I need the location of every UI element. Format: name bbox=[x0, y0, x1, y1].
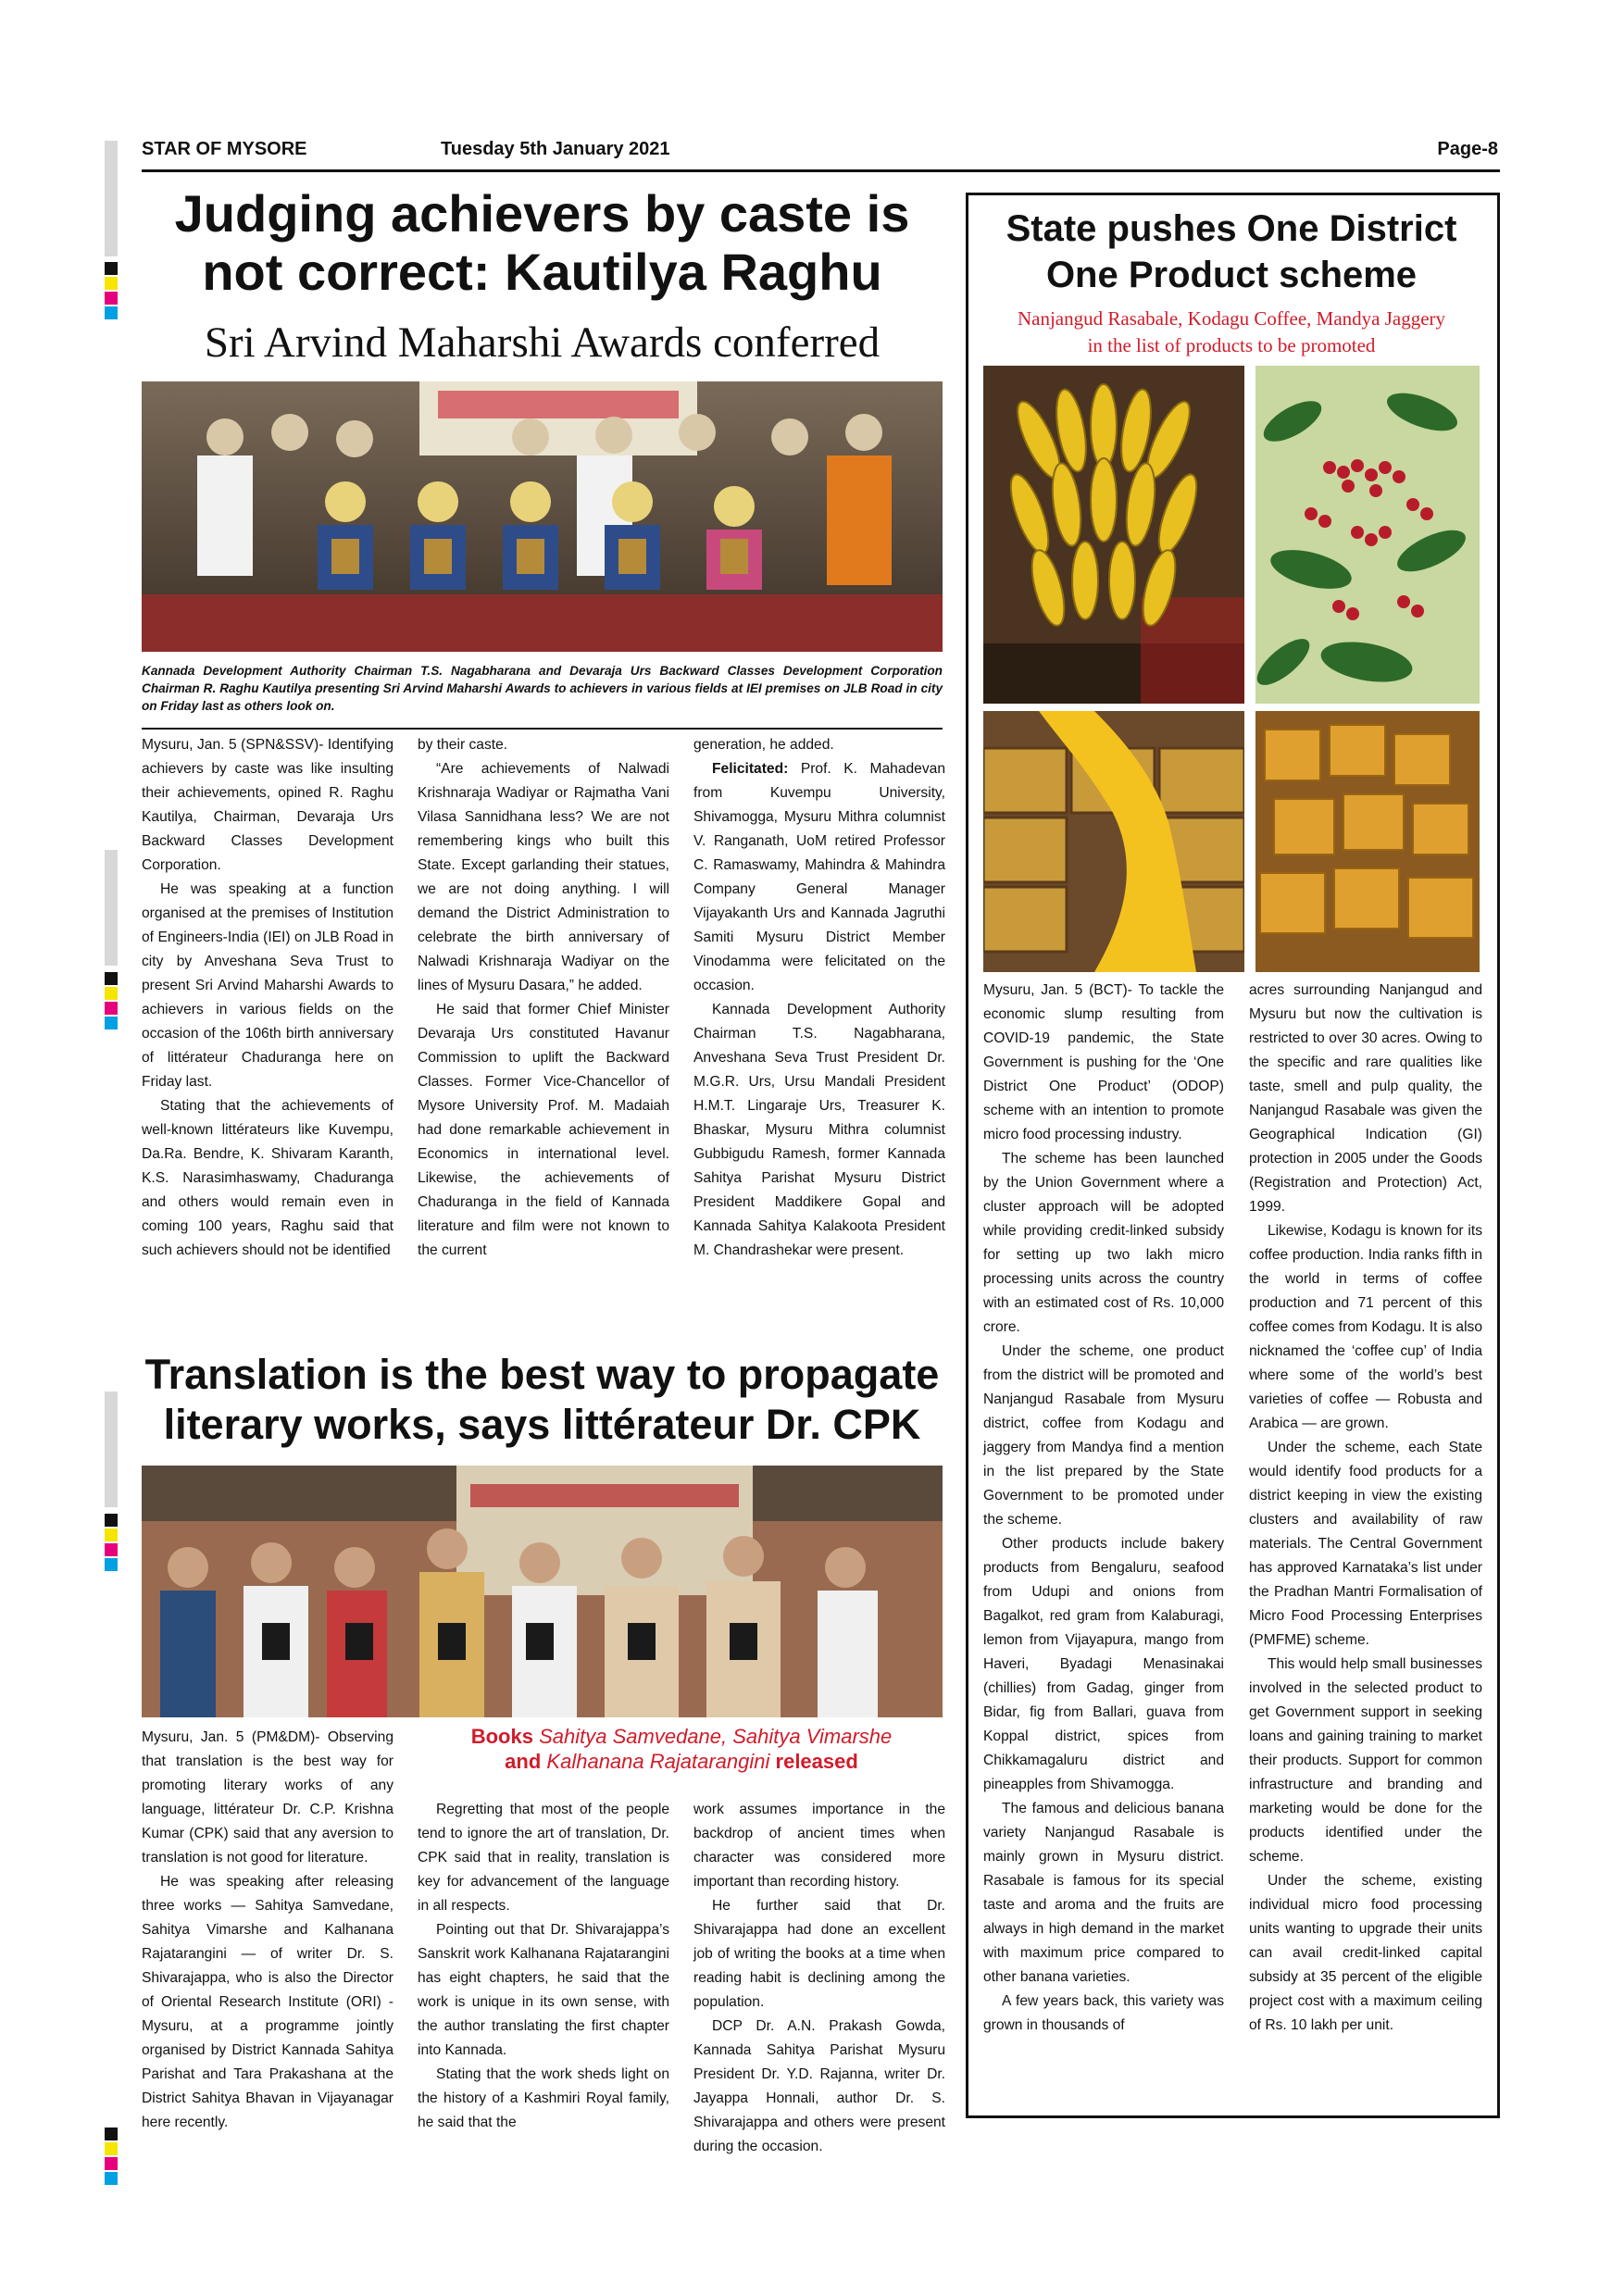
story2-col1-para: He was speaking after releasing three works — Sahitya Samvedane, Sahitya Vimarshe and Kalhanana Rajatarangini — of writer Dr. S. Shivarajappa, who is also the Director of Oriental Research Institute (ORI) - Mysuru, at a programme jointly organised by District Kannada Sahitya Parishat and Tara Prakashana at the District Sahitya Bhavan in Vijayanagar here recently. bbox=[142, 1874, 394, 2130]
story3-col1-para: The scheme has been launched by the Union Government where a cluster approach will be adopted while providing credit-linked subsidy for setting up two lakh micro processing units across the country with an estimated cost of Rs. 10,000 crore. bbox=[983, 1151, 1224, 1335]
story2-col3-para: work assumes importance in the backdrop of ancient times when character was considered more important than recording history. bbox=[693, 1802, 945, 1890]
story1-col2-para: “Are achievements of Nalwadi Krishnaraja Wadiyar or Rajmatha Vani Vilasa Sannidhana less? We are not remembering kings who built this State. Except garlanding their statues, we are not doing anything. I will demand the District Administration to celebrate the birth anniversary of Nalwadi Krishnaraja Wadiyar on the lines of Mysuru Dasara,” he added. bbox=[418, 761, 669, 993]
story1-award-photo bbox=[142, 381, 943, 652]
story1-col3-para: generation, he added. bbox=[693, 737, 834, 753]
coffee-photo bbox=[1255, 366, 1480, 704]
registration-swatch-yellow bbox=[105, 987, 118, 1000]
story1-photo-caption: Kannada Development Authority Chairman T.S. Nagabharana and Devaraja Urs Backward Classes Development Corporation Chairman R. Raghu Kautilya presenting Sri Arvind Maharshi Awards to achievers in various fields at IEI premises on JLB Road in city on Friday last as others look on. bbox=[142, 664, 943, 713]
registration-strip-2 bbox=[105, 850, 118, 966]
story1-kicker: Sri Arvind Maharshi Awards conferred bbox=[204, 318, 881, 367]
story3-kicker bbox=[971, 306, 1492, 359]
book-release-image bbox=[142, 1466, 943, 1717]
story2-col2-para: Pointing out that Dr. Shivarajappa’s Sanskrit work Kalhanana Rajatarangini has eight chapters, he said that the work is unique in its own sense, with the author translating the first chapter into Kannada. bbox=[418, 1922, 669, 2058]
story1-col1-para: Mysuru, Jan. 5 (SPN&SSV)- Identifying achievers by caste was like insulting their achievements, opined R. Raghu Kautilya, Chairman, Devaraja Urs Backward Classes Development Corporation. bbox=[142, 737, 394, 873]
story2-col2-para: Regretting that most of the people tend to ignore the art of translation, Dr. CPK said that in reality, translation is key for advancement of the language in all respects. bbox=[418, 1802, 669, 1914]
registration-swatch-magenta bbox=[105, 292, 118, 305]
registration-swatch-yellow bbox=[105, 2142, 118, 2155]
story3-column-1 bbox=[983, 979, 1224, 2038]
registration-swatch-cyan bbox=[105, 306, 118, 319]
story3-kicker-line1: Nanjangud Rasabale, Kodagu Coffee, Mandya Jaggery bbox=[1017, 307, 1446, 330]
story2-subhead-line2 bbox=[418, 1749, 945, 1774]
story1-headline-line1: Judging achievers by caste is bbox=[174, 184, 910, 243]
story3-col2-para: This would help small businesses involved in the selected product to get Government support in seeking loans and gaining training to market their products. Support for common infrastructure and branding and marketing would be done for the products identified under the scheme. bbox=[1249, 1656, 1482, 1865]
subhead-and: and bbox=[505, 1750, 542, 1773]
award-ceremony-image bbox=[142, 381, 943, 652]
story3-col2-para: Under the scheme, existing individual micro food processing units wanting to upgrade their units can avail credit-linked capital subsidy at 35 percent of the eligible project cost with a maximum ceiling of Rs. 10 lakh per unit. bbox=[1249, 1873, 1482, 2033]
coffee-berries-image bbox=[1255, 366, 1480, 704]
story3-kicker-line2: in the list of products to be promoted bbox=[1087, 334, 1376, 356]
masthead-date: Tuesday 5th January 2021 bbox=[441, 139, 670, 159]
story3-col2-para: acres surrounding Nanjangud and Mysuru but now the cultivation is restricted to over 30 acres. Owing to the specific and rare qualities like taste, smell and pulp quality, the Nanjangud Rasabale was given the Geographical Indication (GI) protection in 2005 under the Goods (Registration and Protection) Act, 1999. bbox=[1249, 982, 1482, 1215]
story2-col3-para: He further said that Dr. Shivarajappa had done an excellent job of writing the books at a time when reading habit is declining among the population. bbox=[693, 1898, 945, 2010]
story3-headline-line1: State pushes One District bbox=[1006, 208, 1457, 249]
story2-headline-line1: Translation is the best way to propagate bbox=[144, 1351, 940, 1398]
story3-col1-para: Other products include bakery products from Bengaluru, seafood from Udupi and onions from Bagalkot, red gram from Kalaburagi, lemon from Vijayapura, mango from Haveri, Byadagi Menasinakai (chillies) from Gadag, ginger from Bidar, fig from Ballari, guava from Koppal district, spices from Chikkamagaluru district and pineapples from Shivamogga. bbox=[983, 1536, 1224, 1792]
subhead-book-title: Kalhanana Rajatarangini bbox=[546, 1750, 770, 1773]
felicitated-text: Prof. K. Mahadevan from Kuvempu University, Shivamogga, Mysuru Mithra columnist V. Ranganath, UoM retired Professor C. Ramaswamy, Mahindra & Mahindra Company General Manager Vijayakanth Urs and Kannada Jagruthi Samiti Mysuru District Member Vinodamma were felicitated on the occasion. bbox=[693, 761, 945, 993]
story2-column-2 bbox=[418, 1798, 669, 2135]
story1-column-2 bbox=[418, 733, 669, 1263]
registration-swatch-black bbox=[105, 2128, 118, 2140]
registration-swatch-magenta bbox=[105, 1543, 118, 1556]
registration-strip-3 bbox=[105, 1391, 118, 1507]
story2-subhead bbox=[418, 1724, 945, 1774]
story3-col1-para: Mysuru, Jan. 5 (BCT)- To tackle the economic slump resulting from COVID-19 pandemic, the State Government is pushing for the ‘One District One Product’ (ODOP) scheme with an intention to promote micro food processing industry. bbox=[983, 982, 1224, 1142]
story2-subhead-line1 bbox=[418, 1724, 945, 1749]
story2-col1-para: Mysuru, Jan. 5 (PM&DM)- Observing that translation is the best way for promoting literary works of any language, littérateur Dr. C.P. Krishna Kumar (CPK) said that any aversion to translation is not good for literature. bbox=[142, 1729, 394, 1866]
story1-headline-line2: not correct: Kautilya Raghu bbox=[202, 242, 882, 301]
banana-image bbox=[983, 366, 1244, 704]
story1-col3-para: Kannada Development Authority Chairman T.S. Nagabharana, Anveshana Seva Trust President Dr. M.G.R. Urs, Ursu Mandali President H.M.T. Lingaraje Urs, Treasurer K. Bhaskar, Mysuru Mithra columnist Gubbigudu Ramesh, former Kannada Sahitya Parishat Mysuru District President Maddikere Gopal and Kannada Sahitya Kalakoota President M. Chandrashekar were present. bbox=[693, 1002, 945, 1258]
story3-column-2 bbox=[1249, 979, 1482, 2038]
subhead-book-titles: Sahitya Samvedane, Sahitya Vimarshe bbox=[539, 1725, 893, 1748]
story3-col1-para: Under the scheme, one product from the district will be promoted and Nanjangud Rasabale from Mysuru district, coffee from Kodagu and jaggery from Mandya find a mention in the list prepared by the State Government to be promoted under the scheme. bbox=[983, 1343, 1224, 1528]
registration-swatch-cyan bbox=[105, 1558, 118, 1571]
story1-col2-para: by their caste. bbox=[418, 737, 508, 753]
story1-col2-para: He said that former Chief Minister Devaraja Urs constituted Havanur Commission to uplift the Backward Classes. Former Vice-Chancellor of Mysore University Prof. M. Madaiah had done remarkable achievement in Economics in international level. Likewise, the achievements of Chaduranga in the field of Kannada literature and film were not known to the current bbox=[418, 1002, 669, 1258]
story3-col2-para: Likewise, Kodagu is known for its coffee production. India ranks fifth in the world in terms of coffee production and 71 percent of this coffee comes from Kodagu. It is also nicknamed the ‘coffee cup’ of India where some of the world’s best varieties of coffee — Robusta and Arabica — are grown. bbox=[1249, 1223, 1482, 1431]
registration-swatch-black bbox=[105, 972, 118, 985]
story2-col3-para: DCP Dr. A.N. Prakash Gowda, Kannada Sahitya Parishat Mysuru President Dr. Y.D. Rajanna, writer Dr. Jayappa Honnali, author Dr. S. Shivarajappa and others were present during the occasion. bbox=[693, 2018, 945, 2154]
story2-headline-line2: literary works, says littérateur Dr. CPK bbox=[163, 1401, 921, 1448]
registration-swatch-yellow bbox=[105, 277, 118, 290]
jaggery-blocks-image bbox=[1255, 711, 1480, 972]
story1-caption-rule bbox=[142, 728, 943, 730]
story1-headline bbox=[137, 185, 947, 301]
story3-headline bbox=[971, 206, 1492, 298]
registration-swatch-black bbox=[105, 262, 118, 275]
jaggery-blocks-photo bbox=[1255, 711, 1480, 972]
masthead-paper-name: STAR OF MYSORE bbox=[142, 139, 307, 159]
registration-swatch-magenta bbox=[105, 2157, 118, 2170]
story3-col1-para: The famous and delicious banana variety Nanjangud Rasabale is mainly grown in Mysuru district. Rasabale is famous for its special taste and aroma and the fruits are always in high demand in the market with maximum price compared to other banana varieties. bbox=[983, 1801, 1224, 1985]
story2-book-release-photo bbox=[142, 1466, 943, 1717]
story3-col1-para: A few years back, this variety was grown in thousands of bbox=[983, 1993, 1224, 2033]
story2-column-3 bbox=[693, 1798, 945, 2159]
banana-photo bbox=[983, 366, 1244, 704]
registration-strip-1 bbox=[105, 141, 118, 256]
registration-swatch-yellow bbox=[105, 1529, 118, 1541]
story2-column-1 bbox=[142, 1726, 394, 2135]
jaggery-pan-photo bbox=[983, 711, 1244, 972]
story2-headline bbox=[137, 1350, 947, 1450]
felicitated-label: Felicitated: bbox=[712, 761, 789, 777]
story3-headline-line2: One Product scheme bbox=[1045, 255, 1418, 295]
story1-col1-para: Stating that the achievements of well-known littérateurs like Kuvempu, Da.Ra. Bendre, K. Shivaram Karanth, K.S. Narasimhaswamy, Chaduranga and others would remain even in coming 100 years, Raghu said that such achievers should not be identified bbox=[142, 1098, 394, 1258]
subhead-released: released bbox=[775, 1750, 858, 1773]
story2-col2-para: Stating that the work sheds light on the history of a Kashmiri Royal family, he said that the bbox=[418, 2066, 669, 2130]
subhead-books: Books bbox=[470, 1725, 533, 1748]
jaggery-molten-image bbox=[983, 711, 1244, 972]
story3-col2-para: Under the scheme, each State would identify food products for a district keeping in view the existing clusters and availability of raw materials. The Central Government has approved Karnataka’s list under the Pradhan Mantri Formalisation of Micro Food Processing Enterprises (PMFME) scheme. bbox=[1249, 1440, 1482, 1648]
registration-swatch-cyan bbox=[105, 2172, 118, 2185]
registration-swatch-cyan bbox=[105, 1017, 118, 1029]
story1-col1-para: He was speaking at a function organised at the premises of Institution of Engineers-India (IEI) on JLB Road in city by Anveshana Seva Trust to present Sri Arvind Maharshi Awards to achievers in various fields on the occasion of the 106th birth anniversary of littérateur Chaduranga here on Friday last. bbox=[142, 881, 394, 1090]
registration-swatch-black bbox=[105, 1514, 118, 1527]
story1-col3-felicitated-para bbox=[693, 757, 945, 998]
masthead-page-number: Page-8 bbox=[1437, 139, 1498, 159]
registration-swatch-magenta bbox=[105, 1002, 118, 1015]
story1-column-3 bbox=[693, 733, 945, 1263]
story1-column-1 bbox=[142, 733, 394, 1263]
masthead-rule bbox=[142, 139, 1500, 172]
